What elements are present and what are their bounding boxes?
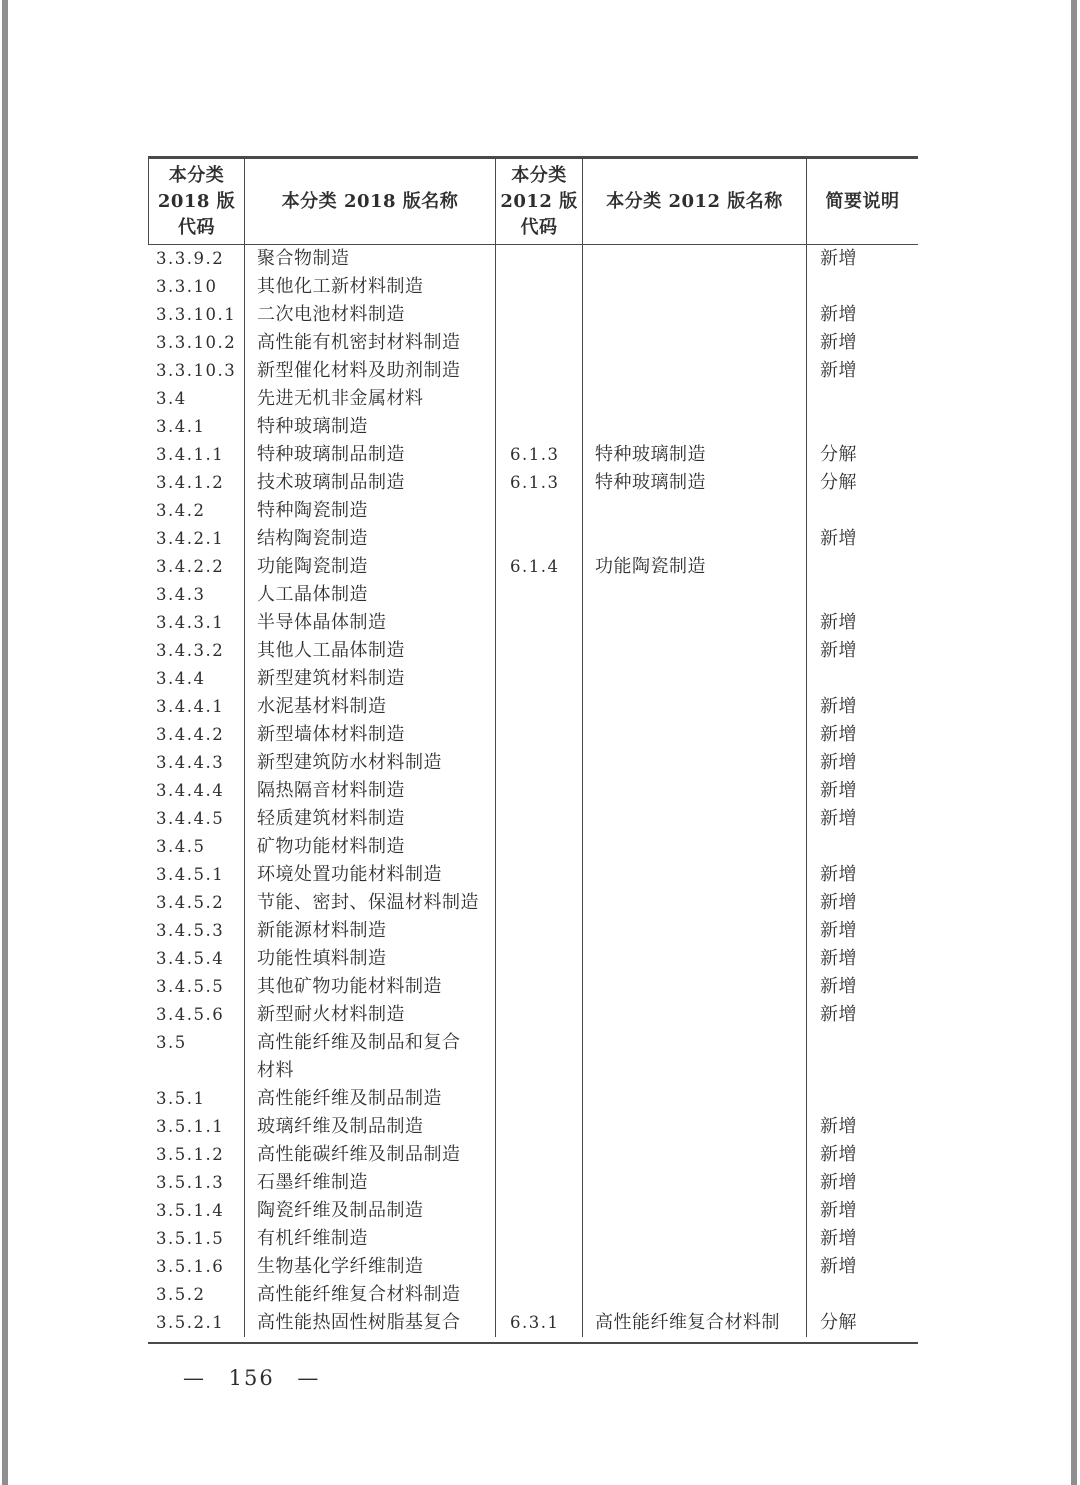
name-2012-cell bbox=[583, 833, 807, 861]
name-2018-cell: 环境处置功能材料制造 bbox=[245, 861, 496, 889]
name-2018-cell: 有机纤维制造 bbox=[245, 1225, 496, 1253]
code-2012-cell bbox=[496, 1253, 583, 1281]
code-2012-cell bbox=[496, 861, 583, 889]
note-cell: 新增 bbox=[820, 864, 857, 885]
code-2018-cell: 3.4.3 bbox=[148, 581, 245, 609]
header-code-2012 bbox=[496, 159, 583, 244]
code-2018-cell: 3.4.3.1 bbox=[148, 609, 245, 637]
note-cell: 分解 bbox=[820, 472, 857, 493]
name-2012-cell bbox=[583, 525, 807, 553]
code-2018-cell: 3.4.1.1 bbox=[148, 441, 245, 469]
code-2012-cell bbox=[496, 805, 583, 833]
code-2018-cell: 3.5.2.1 bbox=[148, 1309, 245, 1337]
code-2018-cell: 3.4 bbox=[148, 385, 245, 413]
code-2012-cell bbox=[496, 273, 583, 301]
name-2018-cell: 特种玻璃制品制造 bbox=[245, 441, 496, 469]
table-row bbox=[148, 917, 918, 945]
code-2012-cell bbox=[496, 581, 583, 609]
code-2012-cell bbox=[496, 1113, 583, 1141]
table-row bbox=[148, 777, 918, 805]
code-2012-cell bbox=[496, 301, 583, 329]
code-2012-cell bbox=[496, 357, 583, 385]
header-code-2012-line: 代码 bbox=[520, 216, 558, 238]
note-cell: 新增 bbox=[820, 1256, 857, 1277]
name-2012-cell bbox=[583, 1197, 807, 1225]
name-2012-cell bbox=[583, 917, 807, 945]
scan-edge-left bbox=[2, 0, 8, 1485]
name-2018-cell: 特种玻璃制造 bbox=[245, 413, 496, 441]
code-2018-cell: 3.4.5 bbox=[148, 833, 245, 861]
code-2018-cell: 3.4.4.1 bbox=[148, 693, 245, 721]
note-cell bbox=[807, 497, 918, 525]
table-row bbox=[148, 721, 918, 749]
code-2012-cell bbox=[496, 1169, 583, 1197]
code-2018-cell: 3.3.10.1 bbox=[148, 301, 245, 329]
note-cell: 新增 bbox=[820, 332, 857, 353]
note-cell: 新增 bbox=[820, 304, 857, 325]
code-2018-cell: 3.5.1 bbox=[148, 1085, 245, 1113]
page-number: — 156 — bbox=[183, 1366, 321, 1390]
table-row bbox=[148, 945, 918, 973]
code-2018-cell: 3.4.1.2 bbox=[148, 469, 245, 497]
name-2012-cell bbox=[583, 1141, 807, 1169]
note-cell: 新增 bbox=[820, 752, 857, 773]
table-row bbox=[148, 497, 918, 525]
code-2012-cell bbox=[496, 245, 583, 273]
name-2018-cell: 水泥基材料制造 bbox=[245, 693, 496, 721]
name-2012-cell bbox=[583, 777, 807, 805]
name-2018-cell: 先进无机非金属材料 bbox=[245, 385, 496, 413]
header-note: 简要说明 bbox=[825, 190, 900, 212]
note-cell: 新增 bbox=[820, 612, 857, 633]
name-2012-cell bbox=[583, 385, 807, 413]
scan-edge-right bbox=[1071, 0, 1077, 1485]
table-row bbox=[148, 693, 918, 721]
name-2018-cell: 高性能纤维及制品制造 bbox=[245, 1085, 496, 1113]
code-2012-cell: 6.1.3 bbox=[496, 469, 583, 497]
name-2012-cell bbox=[583, 273, 807, 301]
name-2012-cell: 高性能纤维复合材料制 bbox=[583, 1309, 807, 1337]
name-2018-cell: 新型建筑防水材料制造 bbox=[245, 749, 496, 777]
table-row bbox=[148, 609, 918, 637]
header-code-2012-line: 2012 版 bbox=[500, 190, 578, 212]
code-2012-cell bbox=[496, 945, 583, 973]
name-2018-cell: 新型催化材料及助剂制造 bbox=[245, 357, 496, 385]
note-cell: 分解 bbox=[820, 444, 857, 465]
table-row bbox=[148, 749, 918, 777]
name-2018-cell: 人工晶体制造 bbox=[245, 581, 496, 609]
note-cell bbox=[807, 1085, 918, 1113]
note-cell: 新增 bbox=[820, 920, 857, 941]
code-2018-cell: 3.5.1.3 bbox=[148, 1169, 245, 1197]
table-row bbox=[148, 329, 918, 357]
name-2018-cell: 高性能碳纤维及制品制造 bbox=[245, 1141, 496, 1169]
note-cell: 新增 bbox=[820, 808, 857, 829]
table-row bbox=[148, 1225, 918, 1253]
code-2012-cell: 6.1.3 bbox=[496, 441, 583, 469]
header-name-2012: 本分类 2012 版名称 bbox=[583, 159, 807, 244]
table-row bbox=[148, 1309, 918, 1337]
note-cell bbox=[807, 385, 918, 413]
code-2012-cell bbox=[496, 973, 583, 1001]
table-row bbox=[148, 525, 918, 553]
code-2012-cell bbox=[496, 525, 583, 553]
code-2012-cell bbox=[496, 609, 583, 637]
table-row bbox=[148, 273, 918, 301]
name-2012-cell bbox=[583, 805, 807, 833]
name-2018-cell: 特种陶瓷制造 bbox=[245, 497, 496, 525]
code-2012-cell bbox=[496, 1085, 583, 1113]
table-row bbox=[148, 1281, 918, 1309]
note-cell: 新增 bbox=[820, 948, 857, 969]
code-2012-cell bbox=[496, 721, 583, 749]
name-2012-cell bbox=[583, 945, 807, 973]
code-2018-cell: 3.4.4.4 bbox=[148, 777, 245, 805]
name-2012-cell bbox=[583, 1085, 807, 1113]
table-header-row bbox=[148, 156, 918, 245]
code-2018-cell: 3.5.1.4 bbox=[148, 1197, 245, 1225]
code-2012-cell bbox=[496, 413, 583, 441]
name-2012-cell bbox=[583, 665, 807, 693]
header-name-2018: 本分类 2018 版名称 bbox=[245, 159, 496, 244]
note-cell bbox=[807, 413, 918, 441]
code-2012-cell bbox=[496, 1001, 583, 1029]
name-2018-cell: 功能陶瓷制造 bbox=[245, 553, 496, 581]
name-2018-cell: 轻质建筑材料制造 bbox=[245, 805, 496, 833]
note-cell bbox=[807, 833, 918, 861]
note-cell: 新增 bbox=[820, 1004, 857, 1025]
table-row bbox=[148, 833, 918, 861]
code-2018-cell: 3.3.10.2 bbox=[148, 329, 245, 357]
name-2018-cell: 技术玻璃制品制造 bbox=[245, 469, 496, 497]
table-body bbox=[148, 245, 918, 1344]
code-2012-cell bbox=[496, 833, 583, 861]
table-row bbox=[148, 553, 918, 581]
note-cell bbox=[807, 1281, 918, 1309]
name-2012-cell bbox=[583, 693, 807, 721]
table-row bbox=[148, 413, 918, 441]
note-cell: 新增 bbox=[820, 892, 857, 913]
header-code-2018-line: 2018 版 bbox=[157, 190, 236, 212]
name-2018-cell: 新型耐火材料制造 bbox=[245, 1001, 496, 1029]
code-2012-cell bbox=[496, 385, 583, 413]
code-2018-cell: 3.5.1.5 bbox=[148, 1225, 245, 1253]
table-row bbox=[148, 637, 918, 665]
table-row bbox=[148, 469, 918, 497]
code-2012-cell bbox=[496, 917, 583, 945]
code-2012-cell bbox=[496, 1225, 583, 1253]
name-2012-cell bbox=[583, 1281, 807, 1309]
name-2012-cell bbox=[583, 721, 807, 749]
code-2012-cell bbox=[496, 1197, 583, 1225]
code-2018-cell: 3.4.2.1 bbox=[148, 525, 245, 553]
name-2018-cell: 玻璃纤维及制品制造 bbox=[245, 1113, 496, 1141]
code-2018-cell: 3.4.5.5 bbox=[148, 973, 245, 1001]
name-2018-cell: 其他矿物功能材料制造 bbox=[245, 973, 496, 1001]
note-cell: 分解 bbox=[820, 1312, 857, 1333]
name-2012-cell bbox=[583, 1029, 807, 1085]
code-2018-cell: 3.4.5.3 bbox=[148, 917, 245, 945]
code-2018-cell: 3.5 bbox=[148, 1029, 245, 1085]
note-cell: 新增 bbox=[820, 1228, 857, 1249]
code-2018-cell: 3.4.5.1 bbox=[148, 861, 245, 889]
header-code-2018-line: 代码 bbox=[178, 216, 215, 238]
name-2018-cell: 聚合物制造 bbox=[245, 245, 496, 273]
name-2018-cell: 其他化工新材料制造 bbox=[245, 273, 496, 301]
name-2018-cell: 高性能热固性树脂基复合 bbox=[245, 1309, 496, 1337]
code-2018-cell: 3.5.2 bbox=[148, 1281, 245, 1309]
table-row bbox=[148, 1085, 918, 1113]
note-cell: 新增 bbox=[820, 528, 857, 549]
note-cell: 新增 bbox=[820, 1144, 857, 1165]
note-cell bbox=[807, 581, 918, 609]
code-2012-cell: 6.1.4 bbox=[496, 553, 583, 581]
name-2018-cell: 陶瓷纤维及制品制造 bbox=[245, 1197, 496, 1225]
code-2018-cell: 3.3.10.3 bbox=[148, 357, 245, 385]
table-row bbox=[148, 665, 918, 693]
note-cell: 新增 bbox=[820, 976, 857, 997]
table-row bbox=[148, 861, 918, 889]
code-2018-cell: 3.4.5.2 bbox=[148, 889, 245, 917]
code-2018-cell: 3.4.1 bbox=[148, 413, 245, 441]
table-row bbox=[148, 301, 918, 329]
code-2012-cell bbox=[496, 1029, 583, 1085]
code-2018-cell: 3.3.10 bbox=[148, 273, 245, 301]
table-row bbox=[148, 1113, 918, 1141]
note-cell bbox=[807, 1029, 918, 1085]
code-2018-cell: 3.4.4.2 bbox=[148, 721, 245, 749]
note-cell: 新增 bbox=[820, 1172, 857, 1193]
name-2012-cell bbox=[583, 1113, 807, 1141]
header-code-2012-line: 本分类 bbox=[511, 164, 567, 186]
name-2012-cell bbox=[583, 357, 807, 385]
table-row bbox=[148, 245, 918, 273]
code-2012-cell bbox=[496, 889, 583, 917]
code-2012-cell bbox=[496, 777, 583, 805]
table-row bbox=[148, 1141, 918, 1169]
code-2018-cell: 3.4.3.2 bbox=[148, 637, 245, 665]
name-2012-cell bbox=[583, 749, 807, 777]
name-2012-cell: 特种玻璃制造 bbox=[583, 469, 807, 497]
note-cell bbox=[807, 665, 918, 693]
name-2012-cell: 功能陶瓷制造 bbox=[583, 553, 807, 581]
table-row bbox=[148, 581, 918, 609]
name-2012-cell bbox=[583, 581, 807, 609]
name-2012-cell bbox=[583, 973, 807, 1001]
name-2012-cell bbox=[583, 609, 807, 637]
code-2018-cell: 3.5.1.6 bbox=[148, 1253, 245, 1281]
name-2012-cell bbox=[583, 301, 807, 329]
code-2012-cell bbox=[496, 329, 583, 357]
code-2018-cell: 3.4.4.5 bbox=[148, 805, 245, 833]
note-cell: 新增 bbox=[820, 1116, 857, 1137]
table-row bbox=[148, 357, 918, 385]
table-row bbox=[148, 1253, 918, 1281]
code-2012-cell bbox=[496, 637, 583, 665]
note-cell: 新增 bbox=[820, 248, 857, 269]
name-2018-cell: 功能性填料制造 bbox=[245, 945, 496, 973]
table-row bbox=[148, 1197, 918, 1225]
code-2018-cell: 3.4.4 bbox=[148, 665, 245, 693]
code-2012-cell bbox=[496, 749, 583, 777]
note-cell bbox=[807, 553, 918, 581]
name-2012-cell bbox=[583, 861, 807, 889]
table-row bbox=[148, 385, 918, 413]
classification-table bbox=[148, 156, 918, 1344]
table-row bbox=[148, 1001, 918, 1029]
name-2012-cell bbox=[583, 1001, 807, 1029]
name-2012-cell bbox=[583, 637, 807, 665]
code-2018-cell: 3.4.2 bbox=[148, 497, 245, 525]
name-2018-cell: 新能源材料制造 bbox=[245, 917, 496, 945]
code-2018-cell: 3.4.5.6 bbox=[148, 1001, 245, 1029]
name-2018-cell: 矿物功能材料制造 bbox=[245, 833, 496, 861]
note-cell: 新增 bbox=[820, 1200, 857, 1221]
name-2018-cell: 二次电池材料制造 bbox=[245, 301, 496, 329]
name-2012-cell bbox=[583, 1169, 807, 1197]
note-cell: 新增 bbox=[820, 696, 857, 717]
name-2018-cell: 高性能纤维复合材料制造 bbox=[245, 1281, 496, 1309]
note-cell: 新增 bbox=[820, 360, 857, 381]
code-2018-cell: 3.4.2.2 bbox=[148, 553, 245, 581]
name-2018-cell: 高性能纤维及制品和复合 材料 bbox=[245, 1029, 496, 1085]
name-2012-cell bbox=[583, 889, 807, 917]
name-2012-cell bbox=[583, 329, 807, 357]
name-2012-cell bbox=[583, 413, 807, 441]
code-2012-cell: 6.3.1 bbox=[496, 1309, 583, 1337]
name-2012-cell bbox=[583, 1225, 807, 1253]
note-cell: 新增 bbox=[820, 724, 857, 745]
table-row bbox=[148, 889, 918, 917]
code-2012-cell bbox=[496, 665, 583, 693]
name-2012-cell bbox=[583, 1253, 807, 1281]
table-row bbox=[148, 1029, 918, 1085]
code-2012-cell bbox=[496, 1281, 583, 1309]
name-2018-cell: 石墨纤维制造 bbox=[245, 1169, 496, 1197]
table-row bbox=[148, 973, 918, 1001]
name-2018-cell: 新型建筑材料制造 bbox=[245, 665, 496, 693]
code-2012-cell bbox=[496, 497, 583, 525]
note-cell: 新增 bbox=[820, 780, 857, 801]
name-2012-cell bbox=[583, 497, 807, 525]
note-cell: 新增 bbox=[820, 640, 857, 661]
name-2018-cell: 隔热隔音材料制造 bbox=[245, 777, 496, 805]
code-2018-cell: 3.5.1.1 bbox=[148, 1113, 245, 1141]
name-2018-cell: 结构陶瓷制造 bbox=[245, 525, 496, 553]
name-2018-cell: 高性能有机密封材料制造 bbox=[245, 329, 496, 357]
code-2018-cell: 3.3.9.2 bbox=[148, 245, 245, 273]
code-2012-cell bbox=[496, 693, 583, 721]
table-row bbox=[148, 1169, 918, 1197]
code-2012-cell bbox=[496, 1141, 583, 1169]
name-2018-cell: 新型墙体材料制造 bbox=[245, 721, 496, 749]
name-2018-cell: 生物基化学纤维制造 bbox=[245, 1253, 496, 1281]
header-code-2018-line: 本分类 bbox=[168, 164, 225, 186]
name-2018-cell: 节能、密封、保温材料制造 bbox=[245, 889, 496, 917]
code-2018-cell: 3.4.4.3 bbox=[148, 749, 245, 777]
name-2012-cell: 特种玻璃制造 bbox=[583, 441, 807, 469]
table-row bbox=[148, 805, 918, 833]
code-2018-cell: 3.4.5.4 bbox=[148, 945, 245, 973]
table-row bbox=[148, 441, 918, 469]
name-2018-cell: 其他人工晶体制造 bbox=[245, 637, 496, 665]
name-2012-cell bbox=[583, 245, 807, 273]
header-code-2018 bbox=[148, 159, 245, 244]
note-cell bbox=[807, 273, 918, 301]
name-2018-cell: 半导体晶体制造 bbox=[245, 609, 496, 637]
code-2018-cell: 3.5.1.2 bbox=[148, 1141, 245, 1169]
